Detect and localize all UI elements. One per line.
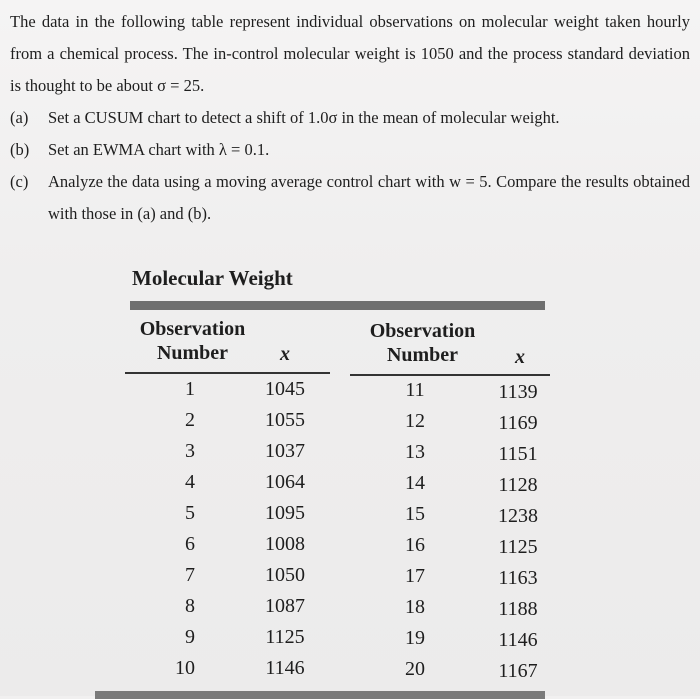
table-cell: 1151	[498, 443, 538, 465]
part-a	[10, 102, 690, 134]
table-cell: 1128	[498, 474, 538, 496]
left-x-column	[250, 374, 320, 684]
table-title: Molecular Weight	[132, 266, 293, 290]
table-cell: 1	[185, 378, 195, 400]
table-bottom-rule	[95, 691, 545, 699]
table-cell: 17	[405, 565, 425, 587]
table-cell: 2	[185, 409, 195, 431]
table-cell: 1125	[265, 626, 305, 648]
table-cell: 10	[175, 657, 195, 679]
right-obs-column	[390, 375, 440, 685]
table-cell: 1167	[498, 660, 538, 682]
left-obs-column	[145, 374, 195, 684]
table-cell: 1163	[498, 567, 538, 589]
table-cell: 1095	[265, 502, 305, 524]
molecular-weight-table	[95, 262, 550, 696]
table-cell: 1125	[498, 536, 538, 558]
table-cell: 1055	[265, 409, 305, 431]
table-top-rule	[130, 301, 545, 310]
table-cell: 16	[405, 534, 425, 556]
table-cell: 5	[185, 502, 195, 524]
table-cell: 19	[405, 627, 425, 649]
table-cell: 1169	[498, 412, 538, 434]
right-obs-header-line2: Number	[386, 344, 459, 366]
table-cell: 1087	[265, 595, 305, 617]
table-cell: 1146	[498, 629, 538, 651]
table-cell: 20	[405, 658, 425, 680]
table-cell: 11	[405, 379, 425, 401]
table-cell: 12	[405, 410, 425, 432]
table-cell: 9	[185, 626, 195, 648]
table-cell: 1139	[498, 381, 538, 403]
table-cell: 1037	[265, 440, 305, 462]
table-cell: 7	[185, 564, 195, 586]
part-b-label: (b)	[10, 140, 30, 159]
table-cell: 3	[185, 440, 195, 462]
table-cell: 1238	[498, 505, 538, 527]
left-obs-header-line2: Number	[156, 342, 229, 364]
part-a-label: (a)	[10, 108, 29, 127]
problem-intro: The data in the following table represent individual observations on molecular weight taken hourly from a chemical process. The in-control molecular weight is 1050 and the process standard deviation is thought to be about σ = 25.	[10, 12, 690, 95]
part-c-label: (c)	[10, 172, 29, 191]
left-x-header: x	[280, 343, 290, 365]
table-cell: 4	[185, 471, 195, 493]
table-cell: 6	[185, 533, 195, 555]
part-a-text: Set a CUSUM chart to detect a shift of 1.0σ in the mean of molecular weight.	[48, 108, 560, 127]
right-x-column	[488, 377, 548, 687]
table-cell: 1064	[265, 471, 305, 493]
table-cell: 18	[405, 596, 425, 618]
right-header-rule	[350, 374, 550, 376]
problem-statement	[10, 6, 690, 230]
table-cell: 13	[405, 441, 425, 463]
part-b	[10, 134, 690, 166]
table-cell: 8	[185, 595, 195, 617]
part-b-text: Set an EWMA chart with λ = 0.1.	[48, 140, 270, 159]
part-c-text: Analyze the data using a moving average control chart with w = 5. Compare the results obtained with those in (a) and (b).	[48, 172, 690, 223]
table-cell: 1008	[265, 533, 305, 555]
right-obs-header	[360, 319, 485, 367]
table-cell: 1050	[265, 564, 305, 586]
table-cell: 14	[405, 472, 425, 494]
right-x-header: x	[515, 346, 525, 368]
table-cell: 15	[405, 503, 425, 525]
left-obs-header	[130, 317, 255, 365]
part-c	[10, 166, 690, 230]
table-cell: 1146	[265, 657, 305, 679]
right-obs-header-line1: Observation	[369, 320, 476, 342]
table-cell: 1045	[265, 378, 305, 400]
left-obs-header-line1: Observation	[139, 318, 246, 340]
table-cell: 1188	[498, 598, 538, 620]
